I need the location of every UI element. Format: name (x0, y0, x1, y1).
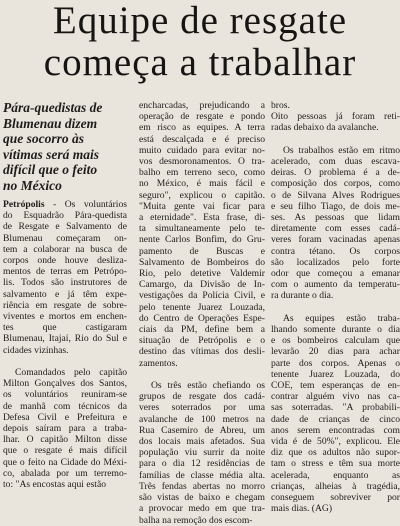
col3-line: contra tétano. Os corpos (271, 245, 400, 257)
col2-line: do Centro de Operações Espe- (139, 312, 265, 324)
col2-line: dos locais mais afetados. Sua (139, 436, 265, 448)
col2-line: situação de Petrópolis e o (139, 335, 265, 347)
col3-line: levarão 20 dias para achar (271, 346, 400, 358)
col2-line: Rua Casemiro de Abreu, um (139, 424, 265, 436)
col3-line: lhando somente durante o dia (271, 324, 400, 336)
col1-line: os voluntários reuniram-se (3, 389, 127, 401)
col1-line: salvamento e já têm expe- (3, 288, 127, 300)
col1-line (3, 356, 127, 367)
col2-line: Três fendas abertas no morro (139, 480, 265, 492)
col2-line: nente Carlos Bonfim, do Gru- (139, 234, 265, 246)
col1-line: Defesa Civil e Prefeitura e (3, 411, 127, 423)
col1-line: Blumenau, Itajaí, Rio do Sul e (3, 333, 127, 345)
col2-line: zamentos. (139, 357, 178, 369)
col1-line: do Esquadrão Pára-quedista (3, 210, 127, 222)
col2-line: veres soterrados por uma (139, 402, 265, 414)
col3-line: anos serem encontradas com (271, 424, 400, 436)
col2-line: vos desmoronamentos. O tra- (139, 156, 265, 168)
col3-line: Os trabalhos estão em ritmo (283, 144, 400, 156)
col3-line: conseguem sobreviver por (271, 492, 400, 504)
column-3 (271, 100, 400, 514)
col2-line: muito cuidado para evitar no- (139, 144, 265, 156)
column-2 (139, 100, 265, 526)
col1-line: co, abalada por um terremo- (3, 467, 127, 479)
subheadline (3, 100, 127, 193)
col2-line: balha na remoção dos escom- (139, 514, 253, 526)
col1-line: que o resgate é mais difícil (3, 445, 127, 457)
col2-line: a eternidade". Esta frase, di- (139, 212, 265, 224)
col2-line: balho em terreno seco, como (139, 167, 265, 179)
col2-line: "Muita gente vai ficar para (139, 200, 265, 212)
col3-line: composição dos corpos, como (271, 178, 400, 190)
col3-line: parte dos corpos. Apenas o (271, 357, 400, 369)
col1-line: cidades vizinhas. (3, 344, 69, 356)
col1-line: Petrópolis - Os voluntários (3, 199, 127, 210)
subhead-line: no México (3, 177, 62, 193)
col1-line: tem a colaborar na busca de (3, 243, 127, 255)
col3-line: bros. (271, 100, 290, 111)
col2-line: ta simultaneamente pelo te- (139, 223, 265, 235)
col2-line: população viu surrir da noite (139, 447, 265, 459)
col3-line: acelerado, com duas escava- (271, 156, 400, 167)
col2-line: a provocar medo em que tra- (139, 503, 265, 515)
col3-line: contrar alguém vivo nas ca- (271, 391, 400, 403)
column-1-body (3, 199, 127, 490)
col3-line: acelerada, enquanto as (271, 469, 400, 481)
col3-line: vida é de 50%", explicou. Ele (271, 436, 400, 448)
col3-line: crianças, alheias à tragédia, (271, 480, 400, 492)
col3-line: radas debaixo da avalanche. (271, 122, 379, 134)
subhead-line: difícil que o feito (3, 162, 98, 177)
col1-line: Comandados pelo capitão (15, 367, 127, 379)
col3-line: e seu filho Tiago, de dois me- (271, 200, 400, 212)
col2-line: grupos de resgate dos cadá- (139, 391, 265, 403)
col3-line: dade de crianças de cinco (271, 413, 400, 425)
col2-line: famílias de classe média alta. (139, 469, 265, 481)
col3-line: são localizados pelo forte (271, 256, 400, 268)
headline-line-2: começa a trabalhar (43, 41, 357, 84)
col1-line: de manhã com técnicos da (3, 400, 127, 412)
col3-line: veres foram vacinadas apenas (271, 234, 400, 246)
col3-line: o de Silvana Alves Rodrigues (271, 189, 400, 201)
col2-line: ciais da PM, define bem a (139, 324, 265, 336)
col2-line: em risco as equipes. A terra (139, 122, 265, 134)
col2-line: Camargo, da Divisão de In- (139, 279, 265, 291)
col1-line: Milton Gonçalves dos Santos, (3, 378, 127, 390)
subhead-line: vítimas será mais (3, 146, 100, 162)
col3-line: diretamente com esses cadá- (271, 223, 400, 235)
col1-line: lis. Todos são instrutores de (3, 277, 127, 289)
subhead-line: que socorro às (3, 131, 85, 146)
col2-line: para o dia 12 residências de (139, 458, 265, 470)
col2-line: vestigações da Polícia Civil, e (139, 290, 265, 302)
col2-line: operação de resgate e pondo (139, 111, 265, 123)
col3-line (271, 134, 400, 145)
col1-line: que o feito na Cidade do Méxi- (3, 456, 127, 468)
col3-line: odor que começou a emanar (271, 268, 400, 280)
col3-line: ra durante o dia. (271, 290, 334, 302)
col1-line: depois saíram para a traba- (3, 423, 127, 435)
col3-line: e os bombeiros calculam que (271, 335, 400, 347)
col2-line: está descalçada e é preciso (139, 133, 265, 145)
column-1 (3, 100, 127, 490)
col2-line: Os três estão chefiando os (151, 380, 265, 392)
col3-line: COE, tem esperanças de en- (271, 380, 400, 392)
col2-line: encharcadas, prejudicando a (139, 100, 265, 111)
col2-line: no México, é mais fácil e (139, 178, 265, 190)
col1-line: lhar. O capitão Milton disse (3, 434, 127, 446)
headline-line-1: Equipe de resgate (52, 0, 348, 42)
col1-line: corpos onde houve desliza- (3, 255, 127, 267)
col3-line: ses. As pessoas que lidam (271, 212, 400, 224)
col1-line: riência em resgate de sobre- (3, 299, 127, 311)
col2-line: seguro", explicou o capitão. (139, 189, 265, 201)
col2-line: avalanche de 100 metros na (139, 413, 265, 425)
col1-line: de Resgate e Salvamento de (3, 221, 127, 233)
col2-line: pelo tenente Juarez Louzada, (139, 301, 265, 313)
col2-line: destino das vítimas dos desli- (139, 346, 265, 358)
col2-line (139, 369, 265, 380)
col2-line: pamento de Buscas e (139, 245, 265, 257)
col1-line: viventes e mortos em enchen- (3, 311, 127, 323)
col1-line: tes que castigaram (3, 322, 127, 334)
subhead-line: Blumenau dizem (3, 115, 98, 131)
col3-line: deiras. O problema é a de- (271, 167, 400, 179)
col2-line: Rio, pelo detetive Valdemir (139, 268, 265, 280)
col3-line: tam o stress e têm sua morte (271, 458, 400, 470)
col3-line: diz que os adultos não supor- (271, 447, 400, 459)
col1-line: Blumenau começaram on- (3, 232, 127, 244)
col3-line: com o aumento da temperatu- (271, 279, 400, 291)
col1-line: mentos de terras em Petrópo- (3, 266, 127, 278)
col3-line: sas soterradas. "A probabili- (271, 402, 400, 414)
subhead-line: Pára-quedistas de (3, 100, 103, 115)
col2-line: Salvamento de Bombeiros do (139, 256, 265, 268)
col3-line (271, 302, 400, 313)
col3-line: Oito pessoas já foram reti- (271, 111, 400, 123)
col3-line: As equipes estão traba- (283, 312, 400, 324)
col1-line: to: "As encostas aqui estão (3, 479, 107, 491)
col3-line: mais dias. (AG) (271, 503, 333, 515)
col3-line: tenente Juarez Louzada, do (271, 368, 400, 380)
col2-line: são vistas de baixo e chegam (139, 492, 265, 504)
